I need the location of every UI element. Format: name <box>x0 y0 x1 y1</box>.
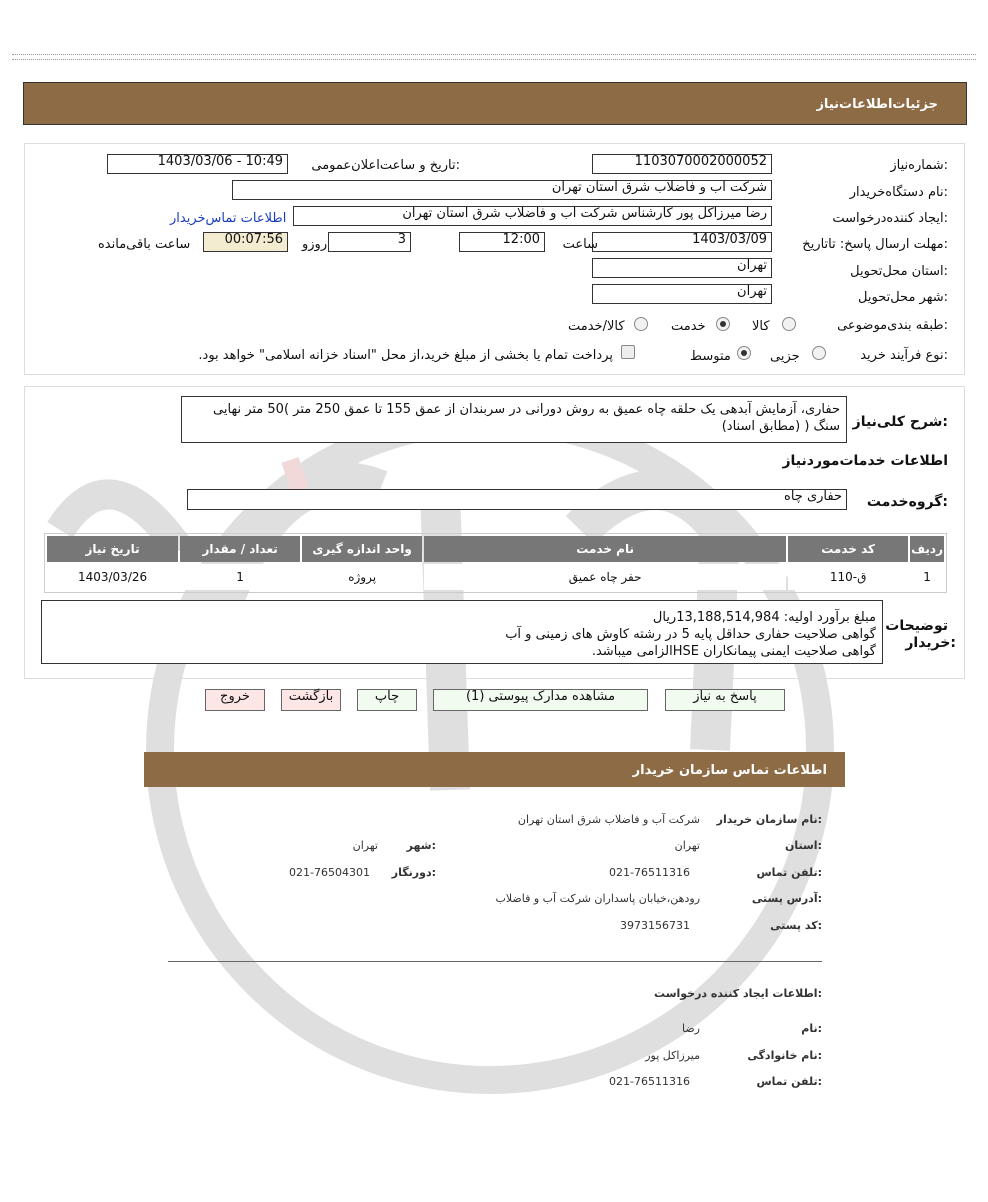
announce-date-label: تاریخ و ساعت‌اعلان‌عمومی: <box>311 158 460 173</box>
contact-header <box>144 752 845 787</box>
deadline-label: مهلت ارسال پاسخ: تاتاریخ: <box>802 237 948 252</box>
table-row <box>47 564 944 590</box>
notes-line-hse: گواهی صلاحیت ایمنی پیمانکاران HSEالزامی میباشد. <box>591 644 876 659</box>
process-minor-radio[interactable] <box>812 346 826 360</box>
contact-city-value: تهران <box>352 839 378 852</box>
page-title: جزئیات‌اطلاعات‌نیاز <box>816 97 938 112</box>
contact-city-label: شهر: <box>406 839 436 852</box>
category-label: طبقه بندی‌موضوعی: <box>837 318 948 333</box>
contact-fax-value: 021-76504301 <box>289 866 370 879</box>
contact-province-label: استان: <box>784 839 822 852</box>
description-field: حفاری، آزمایش آبدهی یک حلقه چاه عمیق به روش دورانی در سربندان از عمق 155 تا عمق 250 متر )50 متر نهایی سنگ ( (مطابق اسناد) <box>181 396 847 443</box>
announce-date-field: 1403/03/06 - 10:49 <box>107 154 288 174</box>
need-number-label: شماره‌نیاز: <box>890 158 948 173</box>
org-value: شرکت آب و فاضلاب شرق استان تهران <box>517 813 700 826</box>
services-title: اطلاعات خدمات‌موردنیاز <box>782 453 948 469</box>
city-label: شهر محل‌تحویل: <box>858 290 948 305</box>
cell-row: 1 <box>910 564 944 590</box>
buyer-contact-link[interactable]: اطلاعات تماس‌خریدار <box>170 211 287 226</box>
category-goods-radio[interactable] <box>782 317 796 331</box>
col-qty-header: تعداد / مقدار <box>180 536 300 562</box>
creator-name-value: رضا <box>681 1022 700 1035</box>
form-panel <box>24 143 965 375</box>
col-date-header: تاریخ نیاز <box>47 536 178 562</box>
process-label: نوع فرآیند خرید: <box>860 348 948 363</box>
notes-label-line2: خریدار: <box>905 635 956 651</box>
process-medium-radio[interactable] <box>737 346 751 360</box>
attachments-button[interactable]: مشاهده مدارک پیوستی (1) <box>433 689 648 711</box>
province-label: استان محل‌تحویل: <box>850 264 948 279</box>
creator-family-value: میرزاکل پور <box>645 1049 700 1062</box>
cell-code: ق-110 <box>788 564 908 590</box>
creator-field: رضا میرزاکل پور کارشناس شرکت آب و فاضلاب شرق استان تهران <box>293 206 772 226</box>
creator-info-title: اطلاعات ایجاد کننده درخواست: <box>654 987 822 1000</box>
top-divider <box>12 54 976 60</box>
cell-name: حفر چاه عمیق <box>424 564 786 590</box>
reply-button[interactable]: پاسخ به نیاز <box>665 689 785 711</box>
notes-field <box>41 600 883 664</box>
col-name-header: نام خدمت <box>424 536 786 562</box>
contact-phone-value: 021-76511316 <box>609 866 690 879</box>
hour-label: ساعت <box>562 237 598 252</box>
cell-qty: 1 <box>180 564 300 590</box>
treasury-checkbox[interactable] <box>621 345 635 359</box>
deadline-time-field: 12:00 <box>459 232 545 252</box>
contact-fax-label: دورنگار: <box>391 866 436 879</box>
need-number-field: 1103070002000052 <box>592 154 772 174</box>
category-service-label: خدمت <box>671 319 706 334</box>
col-code-header: کد خدمت <box>788 536 908 562</box>
deadline-date-field: 1403/03/09 <box>592 232 772 252</box>
category-service-radio[interactable] <box>716 317 730 331</box>
col-row-header: ردیف <box>910 536 944 562</box>
col-unit-header: واحد اندازه گیری <box>302 536 422 562</box>
service-group-field: حفاری چاه <box>187 489 847 510</box>
creator-label: ایجاد کننده‌درخواست: <box>832 211 948 226</box>
cell-date: 1403/03/26 <box>47 564 178 590</box>
description-label: شرح کلی‌نیاز: <box>852 414 948 430</box>
notes-line-certificate: گواهی صلاحیت حفاری حداقل پایه 5 در رشته کاوش های زمینی و آب <box>505 627 876 642</box>
creator-phone-label: تلفن تماس: <box>756 1075 822 1088</box>
service-table <box>45 534 946 592</box>
days-field: 3 <box>328 232 411 252</box>
creator-family-label: نام خانوادگی: <box>747 1049 822 1062</box>
back-button[interactable]: بازگشت <box>281 689 341 711</box>
buyer-label: نام دستگاه‌خریدار: <box>849 185 948 200</box>
exit-button[interactable]: خروج <box>205 689 265 711</box>
province-field: تهران <box>592 258 772 278</box>
category-goods-service-radio[interactable] <box>634 317 648 331</box>
creator-name-label: نام: <box>801 1022 822 1035</box>
process-medium-label: متوسط <box>690 349 731 364</box>
process-minor-label: جزیی <box>770 349 800 364</box>
notes-line-estimate: مبلغ برآورد اولیه: 13,188,514,984ریال <box>652 610 876 625</box>
treasury-text: پرداخت تمام یا بخشی از مبلغ خرید،از محل "اسناد خزانه اسلامی" خواهد بود. <box>198 348 613 363</box>
address-value: رودهن،خیابان پاسداران شرکت آب و فاضلاب <box>495 892 700 905</box>
notes-label-line1: توضیحات <box>885 618 948 634</box>
table-header-row <box>47 536 944 562</box>
category-goods-service-label: کالا/خدمت <box>568 319 625 334</box>
contact-title: اطلاعات تماس سازمان خریدار <box>632 763 827 778</box>
creator-phone-value: 021-76511316 <box>609 1075 690 1088</box>
buyer-field: شرکت آب و فاضلاب شرق استان تهران <box>232 180 772 200</box>
contact-province-value: تهران <box>674 839 700 852</box>
day-label: روزو <box>302 237 328 252</box>
city-field: تهران <box>592 284 772 304</box>
page-header <box>23 82 967 125</box>
address-label: آدرس پستی: <box>751 892 822 905</box>
contact-phone-label: تلفن تماس: <box>756 866 822 879</box>
contact-divider <box>168 961 822 962</box>
postal-code-label: کد پستی: <box>770 919 822 932</box>
remaining-time-field: 00:07:56 <box>203 232 288 252</box>
org-label: نام سازمان خریدار: <box>716 813 822 826</box>
service-group-label: گروه‌خدمت: <box>866 494 948 510</box>
postal-code-value: 3973156731 <box>620 919 690 932</box>
category-goods-label: کالا <box>752 319 770 334</box>
print-button[interactable]: چاپ <box>357 689 417 711</box>
cell-unit: پروژه <box>302 564 422 590</box>
service-table-wrap <box>44 533 947 593</box>
remaining-label: ساعت باقی‌مانده <box>98 237 191 252</box>
